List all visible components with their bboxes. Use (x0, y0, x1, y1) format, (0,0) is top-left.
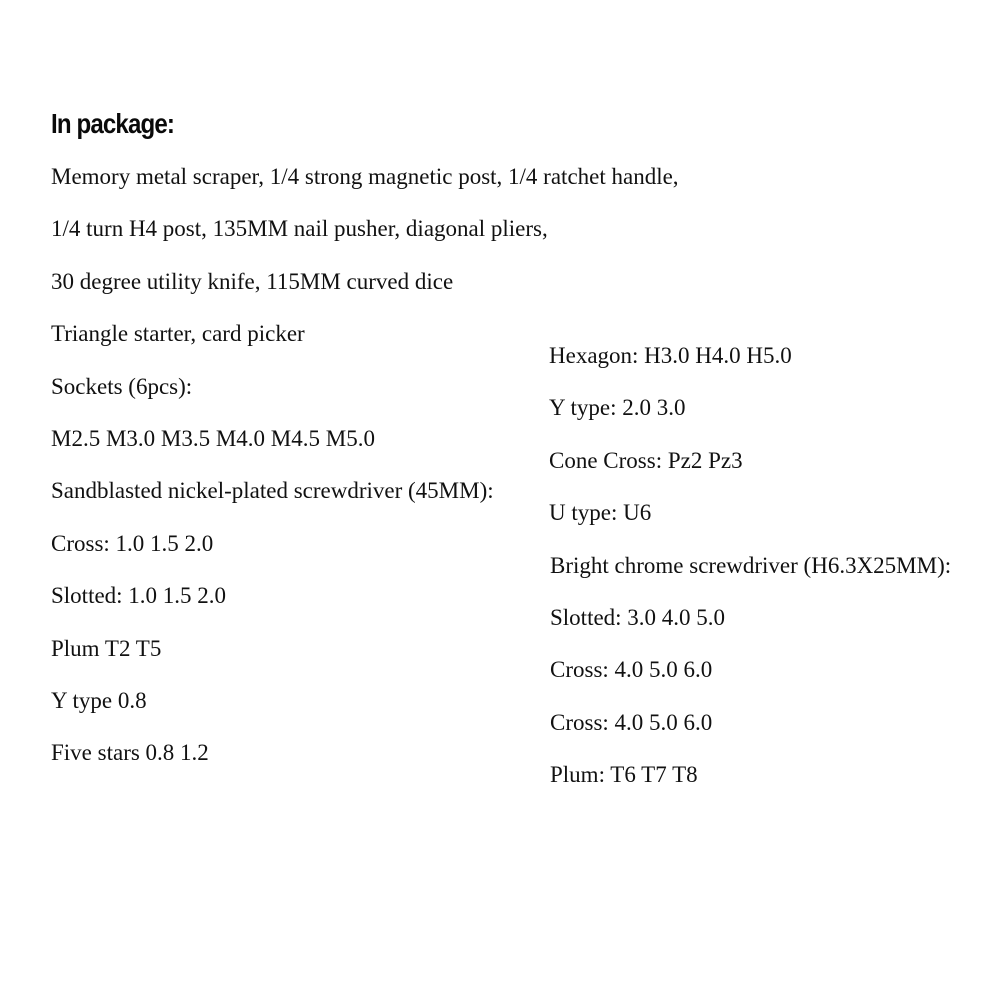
package-item-line: Cross: 1.0 1.5 2.0 (51, 530, 214, 556)
package-item-line: Y type: 2.0 3.0 (549, 395, 686, 421)
package-item-line: 1/4 turn H4 post, 135MM nail pusher, diagonal pliers, (51, 216, 548, 242)
package-item-line: M2.5 M3.0 M3.5 M4.0 M4.5 M5.0 (51, 425, 375, 451)
package-item-line: Triangle starter, card picker (51, 321, 305, 347)
package-heading: In package: (51, 108, 175, 139)
package-item-line: 30 degree utility knife, 115MM curved dice (51, 268, 454, 294)
package-item-line: Cone Cross: Pz2 Pz3 (549, 447, 743, 473)
package-item-line: Y type 0.8 (51, 687, 147, 713)
package-item-line: Five stars 0.8 1.2 (51, 740, 209, 766)
package-contents-right-column (549, 339, 951, 811)
package-item-line: Cross: 4.0 5.0 6.0 (550, 709, 713, 735)
sockets-heading: Sockets (6pcs): (51, 373, 193, 399)
package-item-line: U type: U6 (549, 500, 652, 526)
package-item-line: Plum: T6 T7 T8 (550, 762, 698, 788)
package-item-line: Plum T2 T5 (51, 635, 162, 661)
nickel-screwdriver-heading: Sandblasted nickel-plated screwdriver (45MM): (51, 478, 494, 504)
package-item-line: Hexagon: H3.0 H4.0 H5.0 (549, 343, 792, 368)
package-item-line: Slotted: 1.0 1.5 2.0 (51, 583, 227, 609)
chrome-screwdriver-heading: Bright chrome screwdriver (H6.3X25MM): (550, 552, 952, 578)
package-item-line: Memory metal scraper, 1/4 strong magnetic post, 1/4 ratchet handle, (51, 164, 679, 189)
package-item-line: Slotted: 3.0 4.0 5.0 (550, 604, 726, 630)
package-item-line: Cross: 4.0 5.0 6.0 (550, 657, 713, 683)
